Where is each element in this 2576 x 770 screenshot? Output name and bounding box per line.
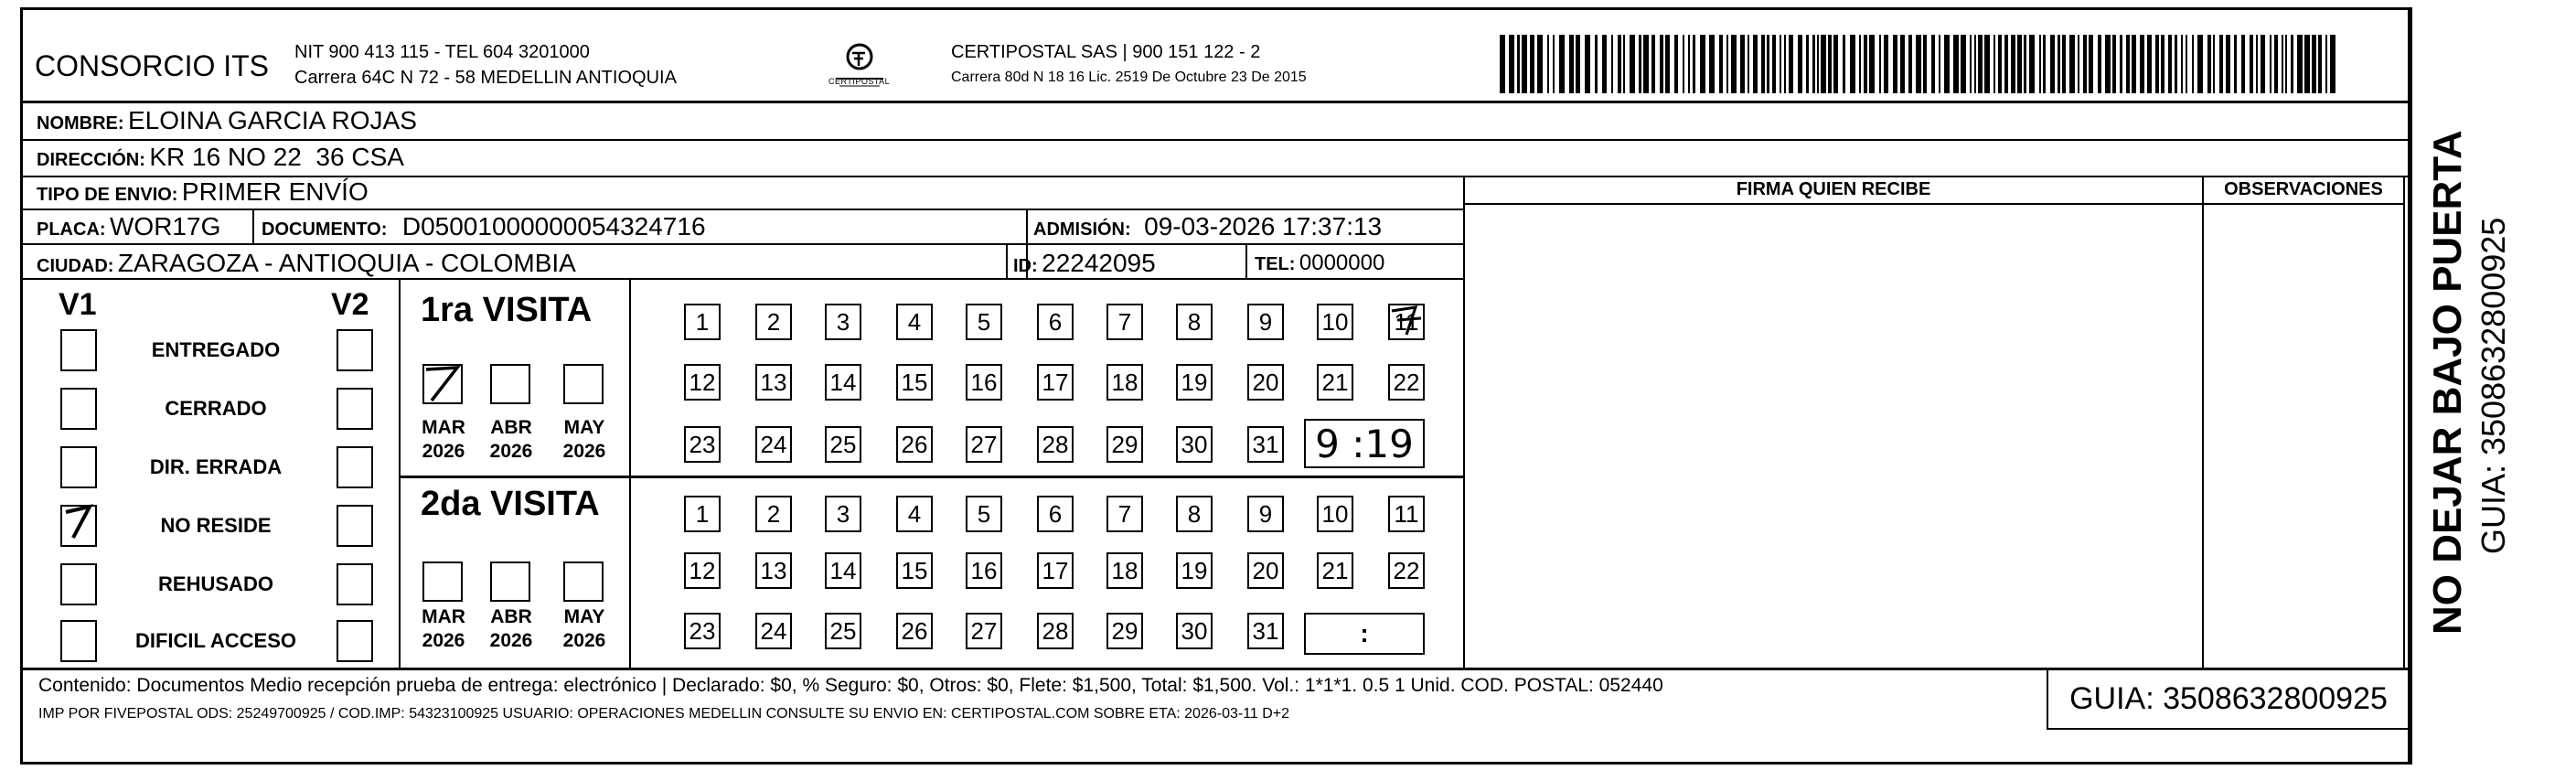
side-guia: GUIA: 3508632800925: [2474, 217, 2512, 554]
day-box[interactable]: 4: [896, 496, 933, 532]
month-name: MAY: [563, 417, 605, 438]
documento-label: DOCUMENTO:: [262, 219, 388, 240]
month-year: 2026: [422, 441, 465, 462]
second-visit-title: 2da VISITA: [421, 485, 600, 523]
day-box[interactable]: 18: [1106, 364, 1143, 401]
company-name: CONSORCIO ITS: [35, 49, 270, 82]
certipostal-info: CERTIPOSTAL SAS | 900 151 122 - 2: [951, 42, 1261, 62]
barcode: [1500, 35, 2341, 93]
v1-checkbox[interactable]: [60, 620, 97, 662]
day-box[interactable]: 7: [1106, 496, 1143, 532]
company-address: Carrera 64C N 72 - 58 MEDELLIN ANTIOQUIA: [294, 68, 677, 88]
day-box[interactable]: 8: [1176, 496, 1213, 532]
day-box[interactable]: 25: [825, 426, 861, 463]
day-box[interactable]: 10: [1317, 496, 1353, 532]
month-label: [412, 416, 476, 464]
day-box[interactable]: 30: [1176, 613, 1213, 649]
day-box[interactable]: 20: [1247, 364, 1284, 401]
day-box[interactable]: 19: [1176, 364, 1213, 401]
day-box[interactable]: 15: [896, 364, 933, 401]
tel-label: TEL:: [1255, 254, 1296, 274]
day-box[interactable]: 13: [755, 364, 792, 401]
month-year: 2026: [489, 630, 533, 651]
day-box[interactable]: 24: [755, 613, 792, 649]
status-label: NO RESIDE: [160, 514, 272, 537]
month-name: MAY: [563, 606, 605, 627]
month-name: MAR: [422, 606, 465, 627]
admision-label: ADMISIÓN:: [1033, 219, 1131, 240]
day-box[interactable]: 31: [1247, 613, 1284, 649]
frame-right-edge: [2408, 7, 2411, 765]
firma-header: FIRMA QUIEN RECIBE: [1736, 179, 1931, 199]
day-box[interactable]: 13: [755, 552, 792, 589]
day-box[interactable]: 26: [896, 613, 933, 649]
month-label: [552, 416, 616, 464]
status-label: DIR. ERRADA: [149, 455, 283, 478]
day-box[interactable]: 22: [1388, 364, 1425, 401]
month-name: MAR: [422, 417, 465, 438]
day-box[interactable]: 9: [1247, 496, 1284, 532]
day-box[interactable]: 30: [1176, 426, 1213, 463]
month-label: [552, 605, 616, 653]
month-label: [412, 605, 476, 653]
day-box[interactable]: 25: [825, 613, 861, 649]
day-box[interactable]: 16: [966, 552, 1002, 589]
day-box[interactable]: 2: [755, 496, 792, 532]
first-visit-title: 1ra VISITA: [421, 291, 593, 329]
day-box[interactable]: 24: [755, 426, 792, 463]
footer-content: Contenido: Documentos Medio recepción prueba de entrega: electrónico | Declarado: $0, % Seguro: $0, Otros: $0, Flete: $1,500, Total: $1,500. Vol.: 1*1*1. 0.5 1 Unid. COD. POSTAL: 052440: [38, 675, 1663, 696]
day-box[interactable]: 6: [1037, 496, 1074, 532]
nombre-label: NOMBRE:: [37, 113, 124, 134]
placa-label: PLACA:: [37, 219, 106, 240]
day-box[interactable]: 27: [966, 426, 1002, 463]
id-label: ID:: [1013, 256, 1038, 276]
month-checkbox[interactable]: [563, 364, 604, 404]
visit1-time: [1304, 419, 1425, 468]
month-label: [479, 416, 543, 464]
day-box[interactable]: 5: [966, 496, 1002, 532]
placa-value: WOR17G: [110, 212, 221, 241]
day-box[interactable]: 12: [684, 364, 721, 401]
v2-checkbox[interactable]: [337, 388, 373, 430]
day-box[interactable]: 7: [1106, 304, 1143, 340]
day-box[interactable]: 8: [1176, 304, 1213, 340]
month-checkbox[interactable]: [422, 561, 463, 602]
day-box[interactable]: 27: [966, 613, 1002, 649]
footer-guia-box: [2047, 669, 2409, 730]
ciudad-label: CIUDAD:: [37, 256, 114, 276]
month-year: 2026: [562, 441, 606, 462]
status-label: DIFICIL ACCESO: [134, 629, 296, 652]
day-box[interactable]: 9: [1247, 304, 1284, 340]
v1-checkbox[interactable]: [60, 505, 97, 547]
v2-checkbox[interactable]: [337, 563, 373, 605]
v1-label: V1: [59, 287, 97, 322]
day-box[interactable]: 22: [1388, 552, 1425, 589]
day-box[interactable]: 28: [1037, 613, 1074, 649]
ciudad-value: ZARAGOZA - ANTIOQUIA - COLOMBIA: [117, 249, 576, 277]
day-box[interactable]: 12: [684, 552, 721, 589]
day-box[interactable]: 3: [825, 304, 861, 340]
day-box[interactable]: 17: [1037, 364, 1074, 401]
day-box[interactable]: 1: [684, 496, 721, 532]
v2-checkbox[interactable]: [337, 505, 373, 547]
day-box[interactable]: 31: [1247, 426, 1284, 463]
direccion-value: KR 16 NO 22 36 CSA: [149, 143, 404, 171]
direccion-label: DIRECCIÓN:: [37, 150, 145, 170]
day-box[interactable]: 1: [684, 304, 721, 340]
v2-checkbox[interactable]: [337, 446, 373, 488]
day-box[interactable]: 29: [1106, 426, 1143, 463]
tel-value: 0000000: [1299, 251, 1385, 275]
day-box[interactable]: 26: [896, 426, 933, 463]
status-label: ENTREGADO: [151, 338, 281, 361]
day-box[interactable]: 29: [1106, 613, 1143, 649]
day-box[interactable]: 17: [1037, 552, 1074, 589]
visit2-time: [1304, 613, 1425, 655]
day-box[interactable]: 23: [684, 426, 721, 463]
day-box[interactable]: 6: [1037, 304, 1074, 340]
certipostal-address: Carrera 80d N 18 16 Lic. 2519 De Octubre 23 De 2015: [951, 70, 1307, 85]
day-box[interactable]: 3: [825, 496, 861, 532]
day-box[interactable]: 19: [1176, 552, 1213, 589]
month-year: 2026: [422, 630, 465, 651]
visit2-time-value: :: [1360, 619, 1369, 647]
day-box[interactable]: 5: [966, 304, 1002, 340]
month-name: ABR: [490, 606, 532, 627]
visit1-time-value: 9 :19: [1315, 421, 1414, 466]
tipo-envio-label: TIPO DE ENVIO:: [37, 185, 178, 205]
v1-checkbox[interactable]: [60, 446, 97, 488]
certipostal-logo-text: CERTIPOSTAL: [828, 77, 891, 86]
month-checkbox[interactable]: [490, 364, 530, 404]
v1-checkbox[interactable]: [60, 388, 97, 430]
observaciones-header: OBSERVACIONES: [2224, 179, 2383, 199]
day-box[interactable]: 21: [1317, 364, 1353, 401]
status-label: CERRADO: [165, 397, 267, 420]
day-box[interactable]: 18: [1106, 552, 1143, 589]
footer-print-info: IMP POR FIVEPOSTAL ODS: 25249700925 / COD.IMP: 54323100925 USUARIO: OPERACIONES MEDELLIN CONSULTE SU ENVIO EN: CERTIPOSTAL.COM SOBRE ETA: 2026-03-11 D+2: [38, 706, 1290, 722]
month-name: ABR: [490, 417, 532, 438]
day-box[interactable]: 10: [1317, 304, 1353, 340]
day-box[interactable]: 20: [1247, 552, 1284, 589]
day-box[interactable]: 15: [896, 552, 933, 589]
month-year: 2026: [489, 441, 533, 462]
v1-checkbox[interactable]: [60, 329, 97, 371]
v1-checkbox[interactable]: [60, 563, 97, 605]
documento-value: D05001000000054324716: [401, 212, 706, 241]
status-label: REHUSADO: [158, 572, 273, 595]
month-label: [479, 605, 543, 653]
day-box[interactable]: 23: [684, 613, 721, 649]
day-box[interactable]: 16: [966, 364, 1002, 401]
month-year: 2026: [562, 630, 606, 651]
day-box[interactable]: 14: [825, 364, 861, 401]
no-dejar-bajo-puerta: NO DEJAR BAJO PUERTA: [2425, 130, 2470, 635]
v2-checkbox[interactable]: [337, 329, 373, 371]
day-box[interactable]: 2: [755, 304, 792, 340]
footer-guia: GUIA: 3508632800925: [2069, 680, 2388, 716]
v2-checkbox[interactable]: [337, 620, 373, 662]
month-checkbox[interactable]: [490, 561, 530, 602]
company-nit-tel: NIT 900 413 115 - TEL 604 3201000: [294, 42, 590, 62]
day-box[interactable]: 28: [1037, 426, 1074, 463]
tipo-envio-value: PRIMER ENVÍO: [181, 177, 369, 206]
nombre-value: ELOINA GARCIA ROJAS: [128, 106, 417, 134]
day-box[interactable]: 4: [896, 304, 933, 340]
v2-label: V2: [331, 287, 369, 322]
month-checkbox[interactable]: [563, 561, 604, 602]
id-value: 22242095: [1042, 249, 1156, 277]
day-box[interactable]: 11: [1388, 304, 1425, 340]
day-box[interactable]: 14: [825, 552, 861, 589]
admision-value: 09-03-2026 17:37:13: [1144, 212, 1383, 241]
day-box[interactable]: 11: [1388, 496, 1425, 532]
day-box[interactable]: 21: [1317, 552, 1353, 589]
month-checkbox[interactable]: [422, 364, 463, 404]
